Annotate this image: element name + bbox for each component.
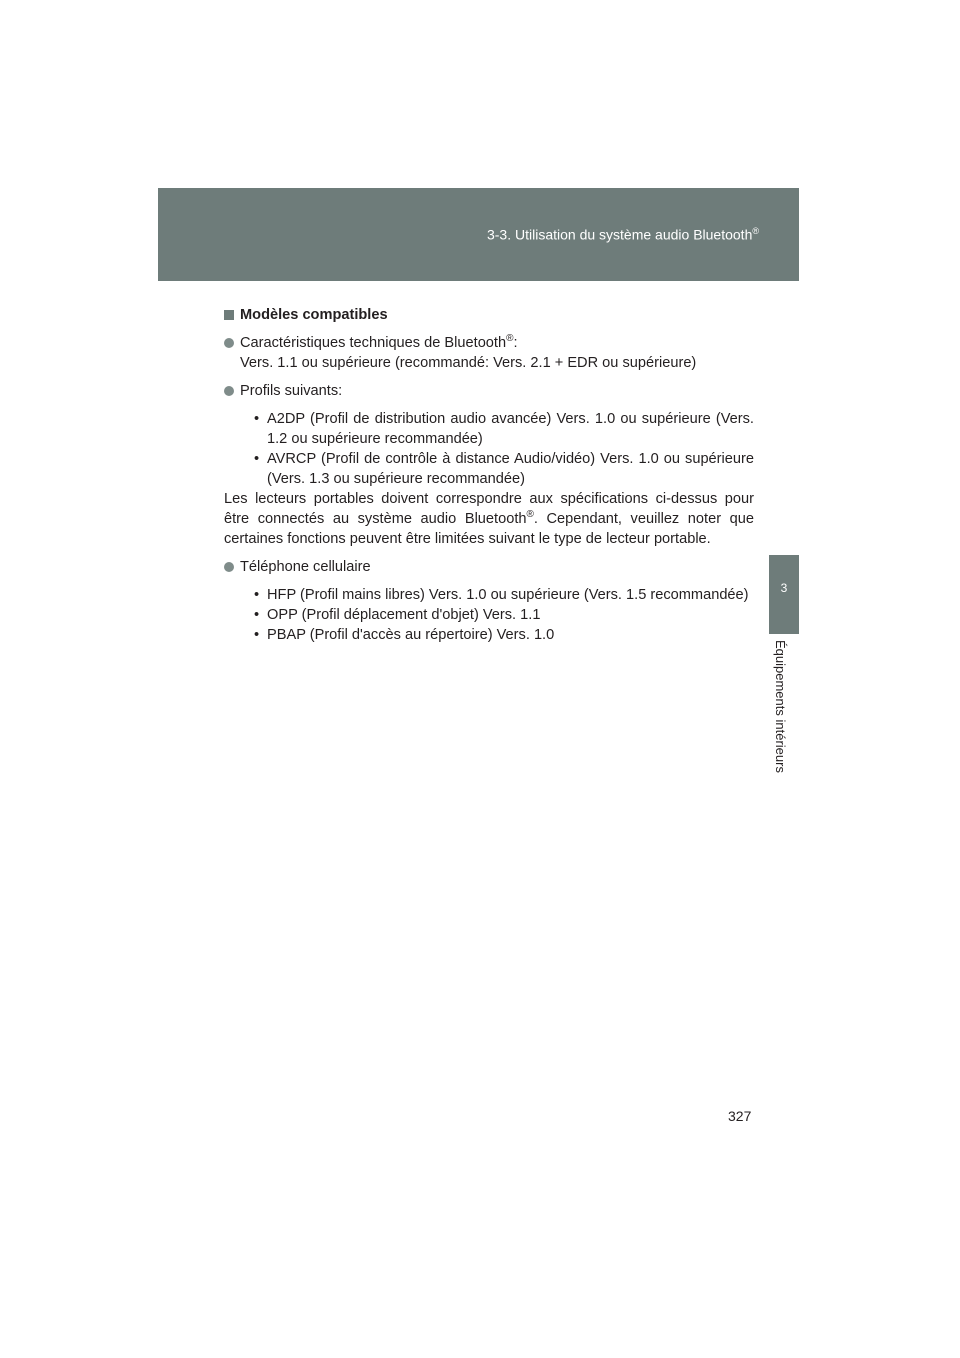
profile-item: • A2DP (Profil de distribution audio avancée) Vers. 1.0 ou supérieure (Vers. 1.2 ou supérieure recommandée)	[254, 411, 754, 447]
section-title: 3-3. Utilisation du système audio Bluetooth®	[486, 226, 759, 243]
list-item-spec: Caractéristiques techniques de Bluetooth®: Vers. 1.1 ou supérieure (recommandé: Vers. 2.1 + EDR ou supérieure)	[224, 333, 754, 373]
chapter-number: 3	[780, 581, 788, 595]
chapter-tab	[769, 555, 799, 634]
section-heading: Modèles compatibles	[224, 305, 754, 325]
spec-value: Vers. 1.1 ou supérieure (recommandé: Vers. 2.1 + EDR ou supérieure)	[240, 355, 697, 371]
page-content	[224, 305, 754, 645]
circle-bullet-icon	[224, 562, 234, 572]
page-number: 327	[728, 1108, 752, 1124]
profile-item: • AVRCP (Profil de contrôle à distance Audio/vidéo) Vers. 1.0 ou supérieure (Vers. 1.3 ou supérieure recommandée)	[254, 451, 754, 487]
section-header-band	[158, 188, 799, 281]
circle-bullet-icon	[224, 386, 234, 396]
list-item-phone: Téléphone cellulaire	[224, 557, 754, 577]
note-paragraph: Les lecteurs portables doivent correspondre aux spécifications ci-dessus pour être connectés au système audio Bluetooth®. Cependant, veuillez noter que certaines fonctions peuvent être limitées suivant le type de lecteur portable.	[224, 491, 754, 547]
circle-bullet-icon	[224, 338, 234, 348]
list-item-profiles: Profils suivants:	[224, 381, 754, 401]
phone-profile-item: • PBAP (Profil d'accès au répertoire) Vers. 1.0	[254, 627, 555, 643]
registered-mark: ®	[752, 226, 759, 236]
phone-profile-item: • OPP (Profil déplacement d'objet) Vers. 1.1	[254, 607, 541, 623]
square-bullet-icon	[224, 310, 234, 320]
phone-profile-item: • HFP (Profil mains libres) Vers. 1.0 ou supérieure (Vers. 1.5 recommandée)	[254, 587, 749, 603]
chapter-label: Équipements intérieurs	[773, 640, 788, 773]
